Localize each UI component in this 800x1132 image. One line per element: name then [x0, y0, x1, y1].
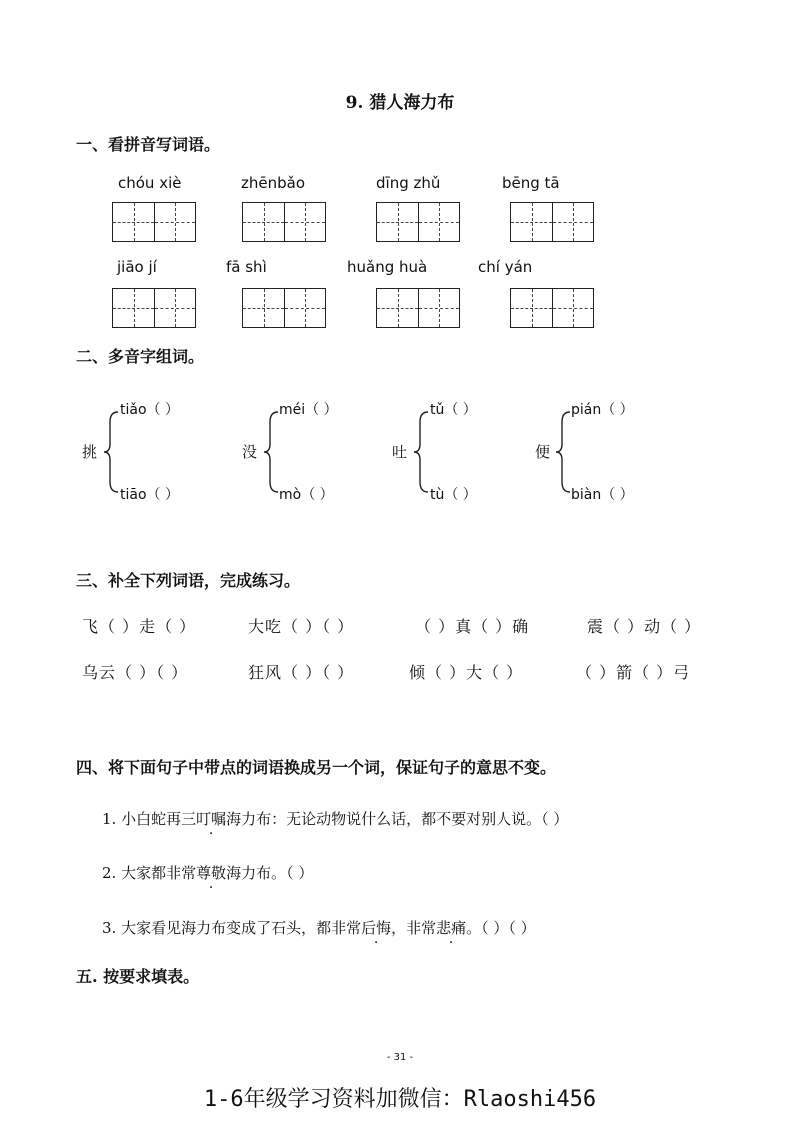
section3-heading: 三、补全下列词语，完成练习。 [76, 571, 301, 590]
sentence-3 [102, 917, 536, 938]
fill-blank-2-4: （ ）箭（ ）弓 [576, 663, 691, 682]
writing-grid[interactable] [510, 202, 594, 242]
poly-char-2: 没 [242, 443, 258, 461]
fill-blank-1-2: 大吃（ ）（ ） [248, 617, 355, 636]
sentence-2-post: 海力布。（ ） [226, 864, 314, 882]
writing-grid[interactable] [242, 202, 326, 242]
fill-blank-1-1: 飞（ ）走（ ） [82, 617, 197, 636]
pinyin-2-4: chí yán [478, 258, 533, 276]
sentence-1-pre: 1. 小白蛇再三 [102, 810, 197, 828]
poly-bottom-2: mò（ ） [279, 487, 334, 503]
brace-icon [102, 410, 122, 494]
dotted-word: 悲痛 [436, 919, 467, 937]
poly-char-4: 便 [535, 443, 551, 461]
writing-grid[interactable] [376, 202, 460, 242]
pinyin-1-4: bēng tā [502, 174, 560, 192]
dotted-word: 后悔 [361, 919, 392, 937]
sentence-1-post: 海力布：无论动物说什么话，都不要对别人说。（ ） [226, 810, 569, 828]
fill-blank-1-4: 震（ ）动（ ） [587, 617, 702, 636]
pinyin-2-3: huǎng huà [347, 258, 428, 276]
writing-grid[interactable] [112, 288, 196, 328]
fill-blank-1-3: （ ）真（ ）确 [415, 617, 530, 636]
fill-blank-2-1: 乌云（ ）（ ） [82, 663, 189, 682]
poly-top-1: tiǎo（ ） [120, 402, 179, 418]
section2-heading: 二、多音字组词。 [76, 347, 205, 366]
pinyin-1-3: dīng zhǔ [376, 174, 441, 192]
poly-top-2: méi（ ） [279, 402, 338, 418]
sentence-2 [102, 862, 313, 883]
section1-heading: 一、看拼音写词语。 [76, 135, 221, 154]
writing-grid[interactable] [376, 288, 460, 328]
fill-blank-2-3: 倾（ ）大（ ） [409, 663, 524, 682]
sentence-3-pre: 3. 大家看见海力布变成了石头，都非常 [102, 919, 362, 937]
dotted-word: 叮嘱 [196, 810, 227, 828]
writing-grid[interactable] [242, 288, 326, 328]
writing-grid[interactable] [510, 288, 594, 328]
brace-icon [554, 410, 574, 494]
pinyin-2-1: jiāo jí [117, 258, 157, 276]
pinyin-1-1: chóu xiè [118, 174, 182, 192]
sentence-1 [102, 808, 568, 829]
page-title: 9. 猎人海力布 [345, 93, 455, 113]
brace-icon [262, 410, 282, 494]
section4-heading: 四、将下面句子中带点的词语换成另一个词，保证句子的意思不变。 [76, 758, 557, 777]
pinyin-1-2: zhēnbǎo [241, 174, 306, 192]
sentence-2-pre: 2. 大家都非常 [102, 864, 197, 882]
pinyin-2-2: fā shì [226, 258, 267, 276]
page-number: - 31 - [386, 1052, 414, 1063]
poly-char-1: 挑 [82, 443, 98, 461]
fill-blank-2-2: 狂风（ ）（ ） [248, 663, 355, 682]
sentence-3-post: 。（ ）（ ） [466, 919, 536, 937]
poly-bottom-4: biàn（ ） [571, 487, 634, 503]
sentence-3-mid: ，非常 [391, 919, 437, 937]
section5-heading: 五. 按要求填表。 [76, 967, 200, 986]
poly-bottom-1: tiāo（ ） [120, 487, 179, 503]
poly-top-3: tǔ（ ） [430, 402, 477, 418]
dotted-word: 尊敬 [196, 864, 227, 882]
writing-grid[interactable] [112, 202, 196, 242]
poly-char-3: 吐 [392, 443, 408, 461]
poly-bottom-3: tù（ ） [430, 487, 477, 503]
brace-icon [412, 410, 432, 494]
poly-top-4: pián（ ） [571, 402, 634, 418]
footer-text: 1-6年级学习资料加微信：Rlaoshi456 [203, 1087, 597, 1112]
